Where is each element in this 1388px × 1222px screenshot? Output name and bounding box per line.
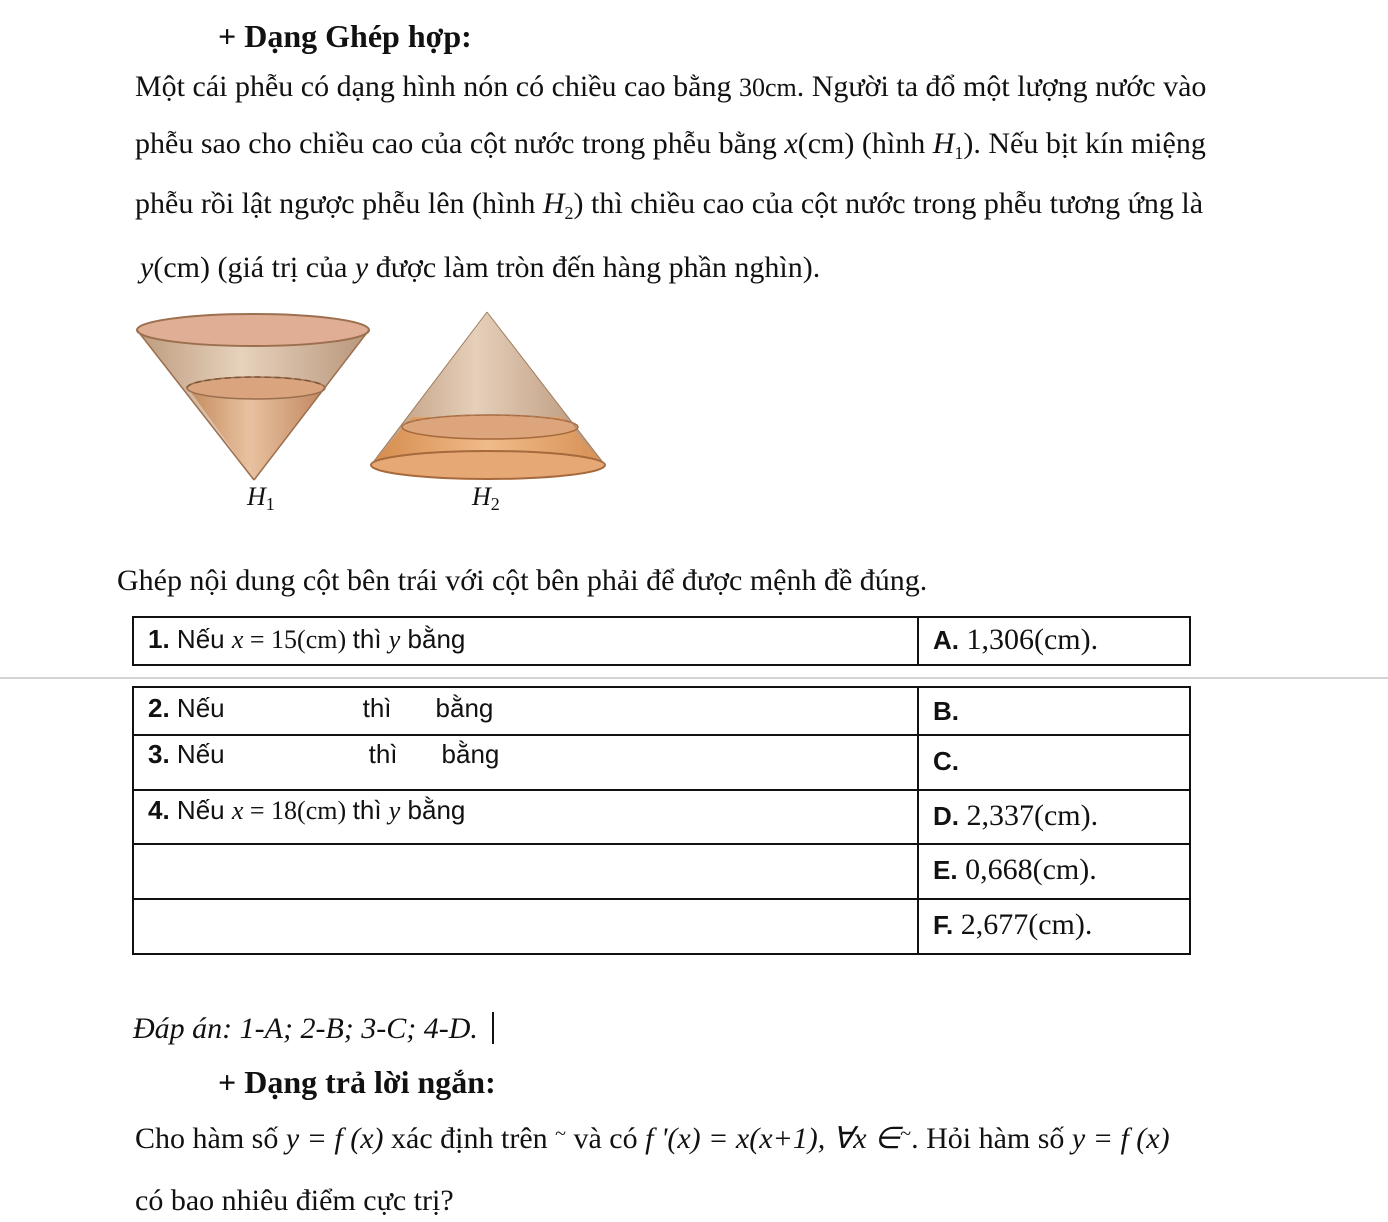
table-row (133, 617, 1190, 665)
matching-instruction: Ghép nội dung cột bên trái với cột bên phải để được mệnh đề đúng. (117, 564, 928, 597)
right-cell-a: A. 1,306(cm). (918, 617, 1190, 665)
problem-text: ). Nếu bịt kín miệng (963, 127, 1206, 160)
unit-cm: (cm) (797, 127, 855, 160)
right-cell-f: F. 2,677(cm). (918, 899, 1190, 954)
right-cell-b: B. (918, 687, 1190, 735)
right-cell-d: D. 2,337(cm). (918, 790, 1190, 844)
problem-text: (giá trị của (209, 251, 355, 284)
matching-table-bottom (132, 686, 1191, 955)
matching-table-top (132, 616, 1191, 666)
math-expr: y = f (x) (1071, 1122, 1170, 1155)
set-symbol: ~ (555, 1123, 566, 1145)
problem-text: được làm tròn đến hàng phần nghìn). (368, 251, 821, 284)
question-text: xác định trên (383, 1122, 556, 1155)
cone-h1 (137, 314, 369, 480)
question-line-2: có bao nhiêu điểm cực trị? (135, 1184, 454, 1217)
left-cell-1: 1. Nếu x = 15(cm) thì y bằng (133, 617, 918, 665)
cone-height-value: 30cm (738, 73, 797, 102)
figure-ref-h: H (542, 187, 565, 220)
problem-text: ) thì chiều cao của cột nước trong phễu tương ứng là (573, 187, 1204, 220)
problem-line-3 (135, 187, 1203, 224)
right-cell-e: E. 0,668(cm). (918, 844, 1190, 899)
answer-text: Đáp án: 1-A; 2-B; 3-C; 4-D. (133, 1012, 478, 1045)
left-cell-3: 3. Nếu thì bằng (133, 735, 918, 790)
problem-line-4 (140, 251, 820, 285)
var-x: x (784, 127, 798, 160)
left-cell-2: 2. Nếu thì bằng (133, 687, 918, 735)
question-line-1 (135, 1121, 1170, 1156)
h1-label: H1 (247, 482, 275, 514)
cone-figure (120, 300, 640, 525)
question-text: . Hỏi hàm số (911, 1122, 1072, 1155)
question-text: và có (565, 1122, 646, 1155)
cone-h2 (371, 312, 605, 479)
right-cell-c: C. (918, 735, 1190, 790)
table-row (133, 790, 1190, 844)
section-heading-matching: + Dạng Ghép hợp: (218, 18, 472, 54)
math-expr: f '(x) = x(x+1), ∀x ∈ (645, 1122, 901, 1155)
left-cell-4: 4. Nếu x = 18(cm) thì y bằng (133, 790, 918, 844)
set-symbol: ~ (900, 1123, 912, 1145)
problem-line-1 (135, 70, 1206, 104)
figure-ref-sub: 2 (564, 203, 574, 223)
var-y: y (354, 251, 369, 284)
page-break (0, 677, 1388, 679)
problem-text: . Người ta đổ một lượng nước vào (796, 70, 1207, 103)
problem-text: Một cái phễu có dạng hình nón có chiều cao bằng (135, 70, 739, 103)
figure-ref-h: H (932, 127, 955, 160)
question-text: Cho hàm số (135, 1122, 286, 1155)
answer-line (133, 1012, 494, 1046)
problem-text: phễu sao cho chiều cao của cột nước trong phễu bằng (135, 127, 785, 160)
table-row (133, 844, 1190, 899)
problem-text: phễu rồi lật ngược phễu lên (hình (135, 187, 543, 220)
table-row (133, 899, 1190, 954)
table-row (133, 687, 1190, 735)
left-cell-empty (133, 899, 918, 954)
problem-text: (hình (854, 127, 933, 160)
unit-cm: (cm) (153, 251, 210, 284)
section-heading-short-answer: + Dạng trả lời ngắn: (218, 1064, 496, 1100)
problem-line-2 (135, 127, 1206, 164)
text-cursor (492, 1012, 494, 1044)
left-cell-empty (133, 844, 918, 899)
h2-label: H2 (472, 482, 500, 514)
table-row (133, 735, 1190, 790)
figure-ref-sub: 1 (954, 143, 964, 163)
math-expr: y = f (x) (285, 1122, 384, 1155)
var-y: y (140, 251, 154, 284)
